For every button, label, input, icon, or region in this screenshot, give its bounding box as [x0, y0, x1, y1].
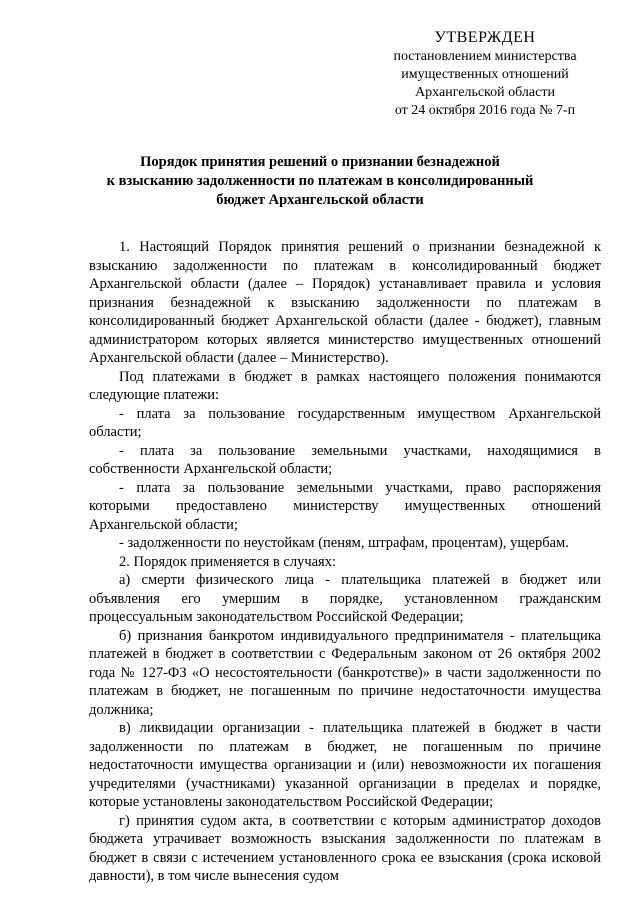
title-line: Порядок принятия решений о признании безнадежной [140, 154, 500, 170]
title-line: к взысканию задолженности по платежам в консолидированный [106, 173, 534, 189]
paragraph-2: 2. Порядок применяется в случаях: [119, 553, 336, 570]
case-item-b: б) признания банкротом индивидуального предпринимателя - плательщика платежей в бюджет в соответствии с Федеральным законом от 26 октября 2002 года № 127-ФЗ «О несостоятельности (банкротстве)» в части задолженности по платежам в бюджет, не погашенным по причине недостаточности имущества должника; [89, 627, 601, 718]
title-line: бюджет Архангельской области [216, 192, 424, 208]
document-body [89, 238, 601, 886]
payment-item: - задолженности по неустойкам (пеням, штрафам, процентам), ущербам. [119, 535, 569, 551]
document-title [96, 153, 544, 210]
paragraph-payments-intro: Под платежами в бюджет в рамках настоящего положения понимаются следующие платежи: [89, 368, 601, 403]
case-item-a: а) смерти физического лица - плательщика платежей в бюджет или объявления его умершим в порядке, установленном гражданским процессуальным законодательством Российской Федерации; [89, 572, 601, 625]
case-item-v: в) ликвидации организации - плательщика платежей в бюджет в части задолженности по платежам в бюджет, не погашенным по причине недостаточности имущества организации и (или) невозможности их погашения учредителями (участниками) указанной организации в пределах и порядке, которые установлены законодательством Российской Федерации; [89, 720, 601, 810]
payment-item: - плата за пользование земельными участками, находящимися в собственности Архангельской области; [89, 442, 601, 477]
payment-item: - плата за пользование государственным имуществом Архангельской области; [89, 405, 601, 440]
approval-line: от 24 октября 2016 года № 7-п [394, 103, 576, 118]
payment-item: - плата за пользование земельными участками, право распоряжения которыми предоставлено министерству имущественных отношений Архангельской области; [89, 479, 601, 533]
case-item-g: г) принятия судом акта, в соответствии с которым администратор доходов бюджета утрачивает возможность взыскания задолженности по платежам в бюджет в связи с истечением установленного срока ее взыскания (срока исковой давности), в том числе вынесения судом [89, 812, 601, 884]
approval-line: Архангельской области [415, 85, 555, 100]
approval-heading: УТВЕРЖДЕН [434, 29, 536, 46]
paragraph-1: 1. Настоящий Порядок принятия решений о признании безнадежной к взысканию задолженности по платежам в консолидированный бюджет Архангельской области (далее – Порядок) устанавливает правила и условия признания безнадежной к взысканию задолженности по платежам в консолидированный бюджет Архангельской области (далее - бюджет), главным администратором которых является министерство имущественных отношений Архангельской области (далее – Министерство). [89, 239, 601, 366]
approval-line: имущественных отношений [401, 67, 569, 82]
approval-block [360, 28, 610, 120]
approval-line: постановлением министерства [393, 49, 577, 64]
